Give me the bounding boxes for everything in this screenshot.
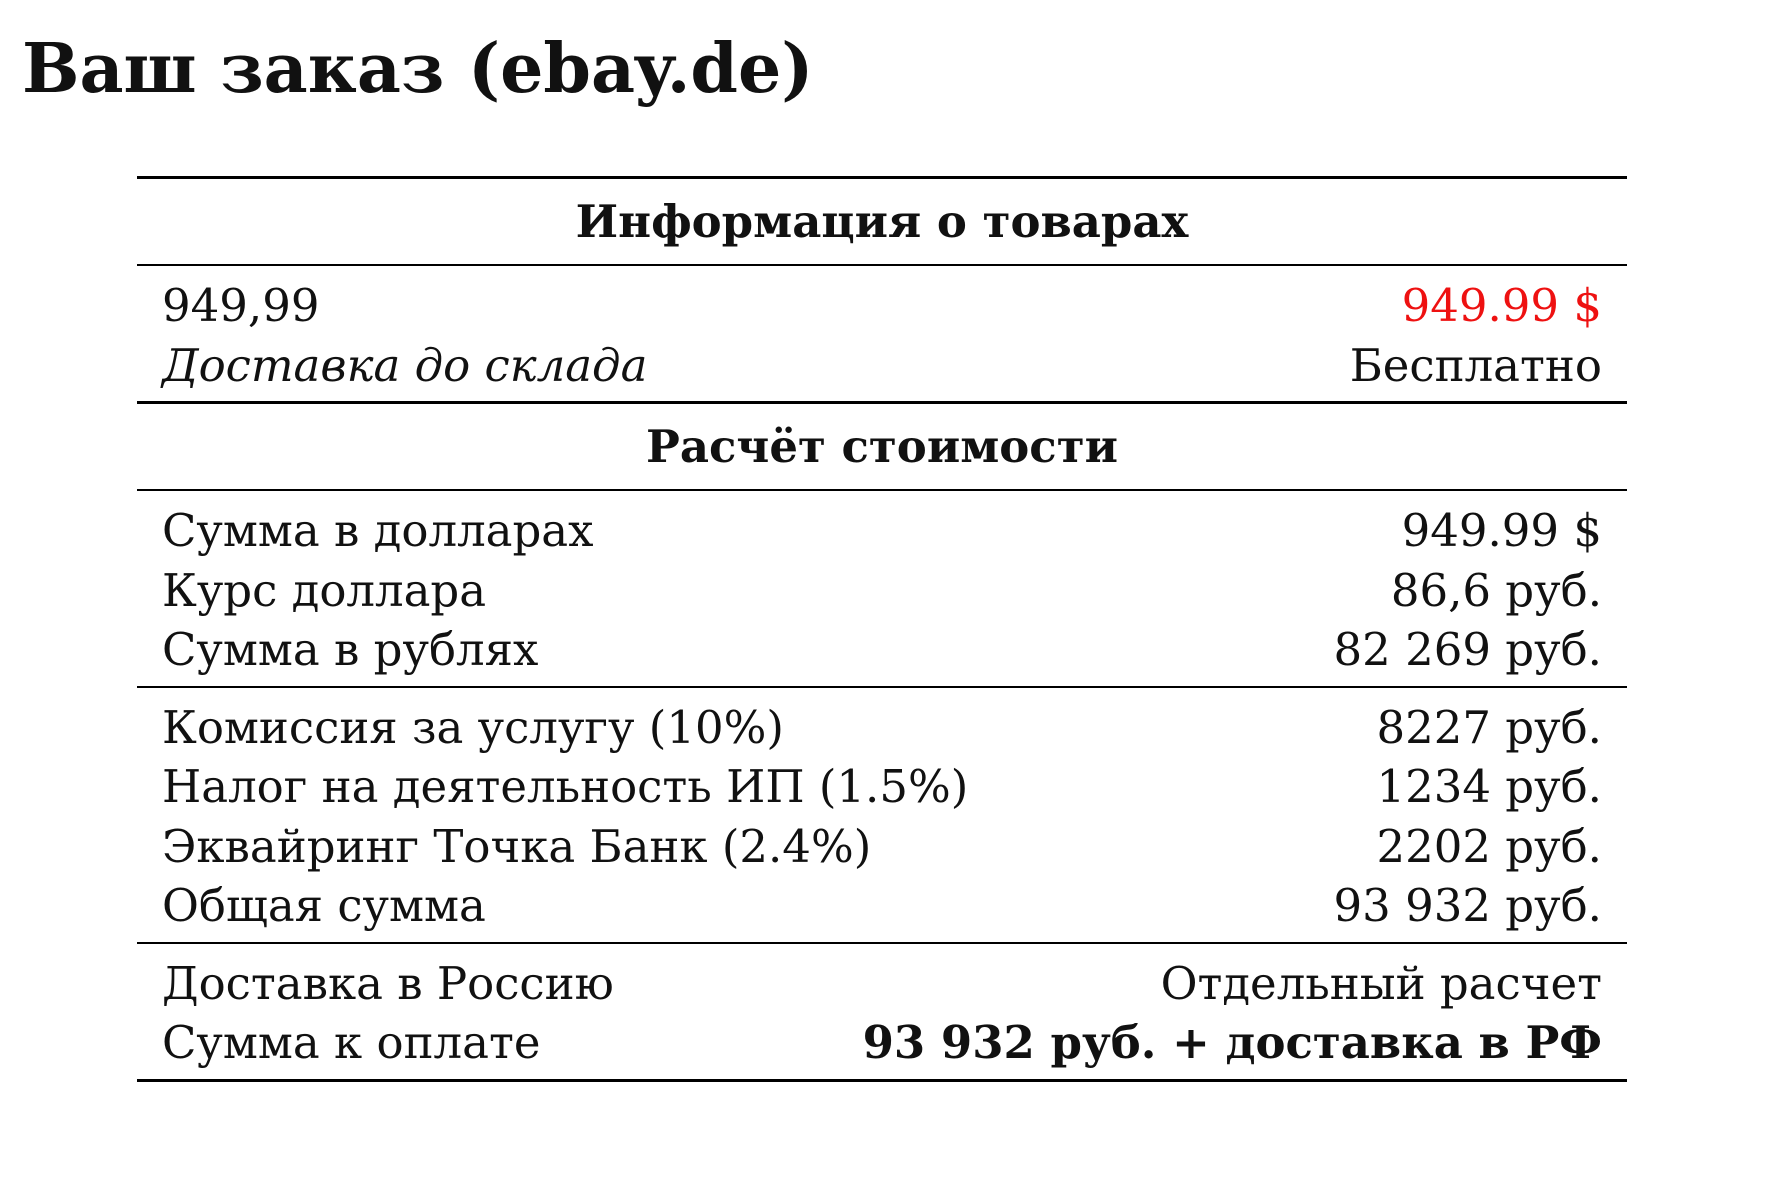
total-label: Общая сумма — [162, 879, 486, 933]
fee-rows — [137, 688, 1627, 942]
tax-value: 1234 руб. — [1376, 760, 1602, 814]
product-info-heading: Информация о товарах — [575, 195, 1189, 248]
acquiring-row — [162, 817, 1602, 877]
order-summary-table — [137, 176, 1627, 1082]
service-fee-row — [162, 698, 1602, 758]
russia-delivery-value: Отдельный расчет — [1160, 956, 1602, 1010]
item-price-value: 949.99 $ — [1401, 279, 1602, 333]
total-row — [162, 876, 1602, 936]
rub-sum-value: 82 269 руб. — [1333, 623, 1602, 677]
usd-sum-label: Сумма в долларах — [162, 504, 594, 558]
exchange-rate-row — [162, 561, 1602, 621]
amount-due-row — [162, 1013, 1602, 1073]
amount-due-label: Сумма к оплате — [162, 1016, 541, 1070]
amount-due-value: 93 932 руб. + доставка в РФ — [862, 1016, 1602, 1070]
tax-row — [162, 757, 1602, 817]
item-price-row — [162, 276, 1602, 336]
acquiring-label: Эквайринг Точка Банк (2.4%) — [162, 819, 872, 873]
acquiring-value: 2202 руб. — [1376, 819, 1602, 873]
conversion-rows — [137, 491, 1627, 686]
warehouse-delivery-row — [162, 336, 1602, 396]
warehouse-delivery-label: Доставка до склада — [162, 338, 648, 392]
product-info-rows — [137, 266, 1627, 401]
total-value: 93 932 руб. — [1333, 879, 1602, 933]
cost-calculation-heading: Расчёт стоимости — [646, 420, 1118, 473]
exchange-rate-label: Курс доллара — [162, 563, 487, 617]
service-fee-label: Комиссия за услугу (10%) — [162, 700, 784, 754]
service-fee-value: 8227 руб. — [1376, 700, 1602, 754]
table-bottom-rule — [137, 1079, 1627, 1082]
tax-label: Налог на деятельность ИП (1.5%) — [162, 760, 969, 814]
exchange-rate-value: 86,6 руб. — [1390, 563, 1602, 617]
russia-delivery-row — [162, 954, 1602, 1014]
warehouse-delivery-value: Бесплатно — [1349, 338, 1602, 392]
final-rows — [137, 944, 1627, 1079]
rub-sum-row — [162, 620, 1602, 680]
usd-sum-value: 949.99 $ — [1401, 504, 1602, 558]
rub-sum-label: Сумма в рублях — [162, 623, 539, 677]
russia-delivery-label: Доставка в Россию — [162, 956, 614, 1010]
item-price-label: 949,99 — [162, 279, 320, 333]
usd-sum-row — [162, 501, 1602, 561]
page-title: Ваш заказ (ebay.de) — [22, 29, 814, 109]
